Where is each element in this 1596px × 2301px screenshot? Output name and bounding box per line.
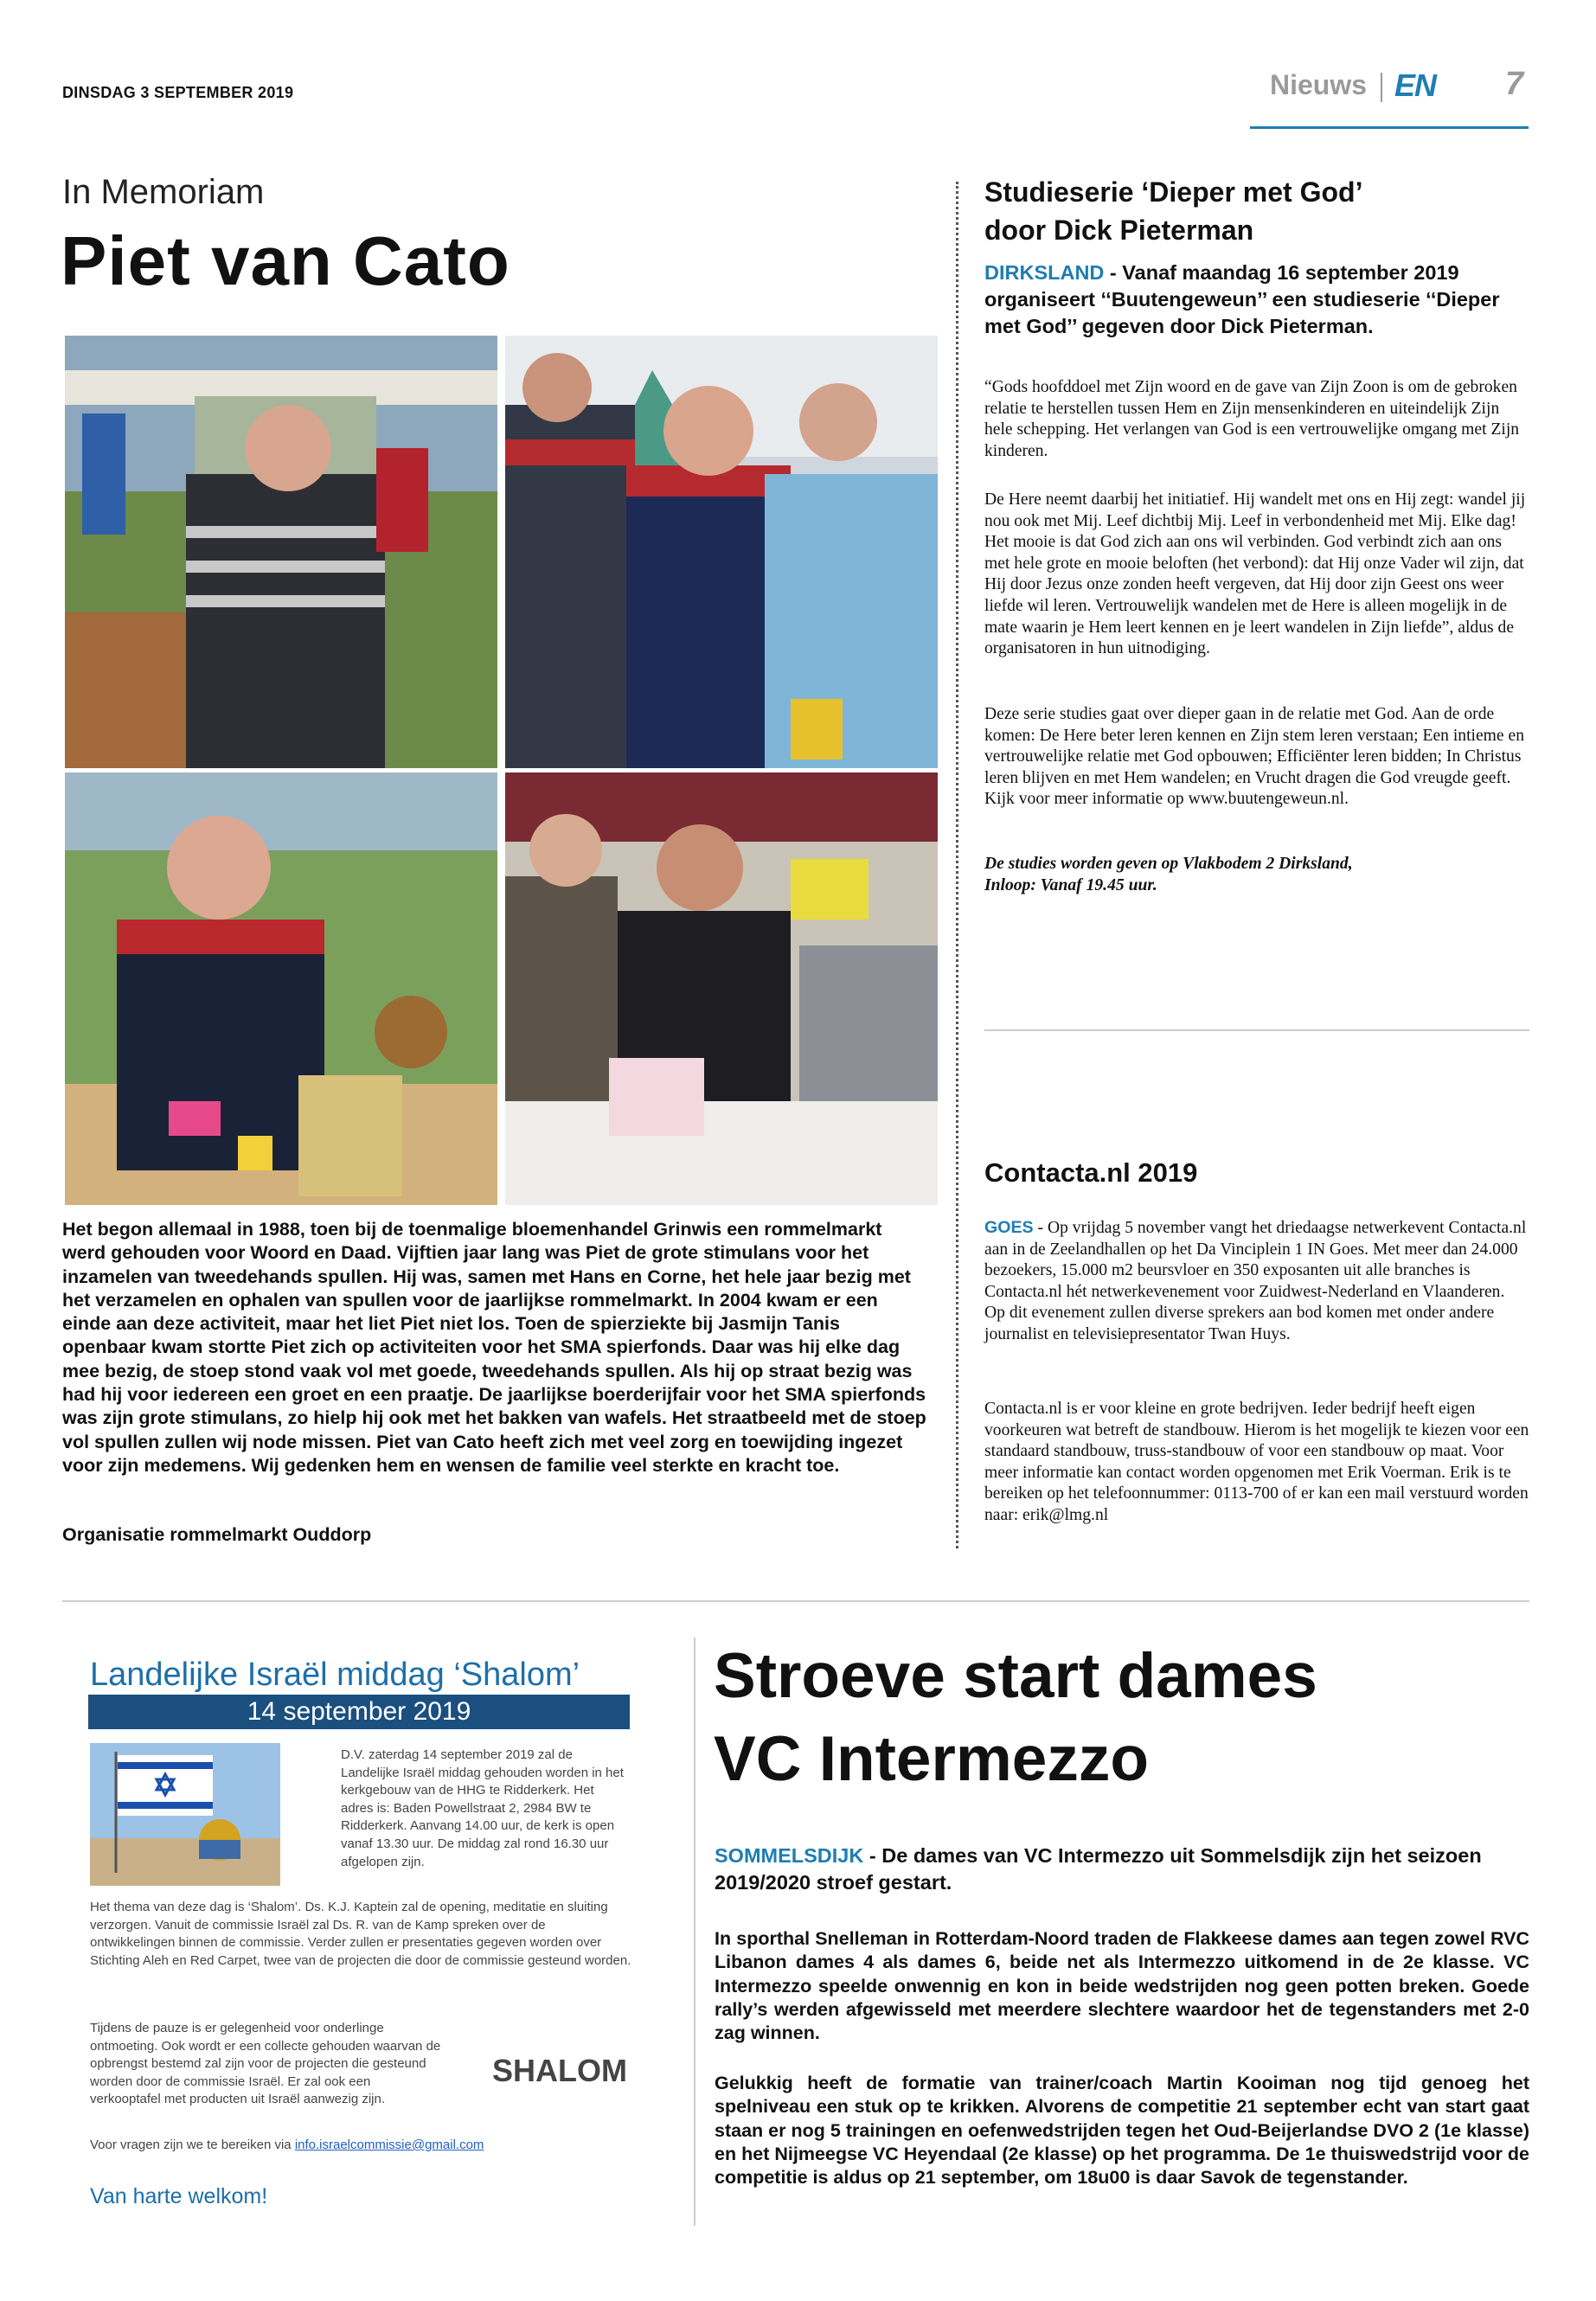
bottom-column-rule — [694, 1638, 695, 2226]
contacta-p1-text: - Op vrijdag 5 november vangt het driedaagse netwerkevent Contacta.nl aan in de Zeelandhallen op het Da Vinciplein 1 IN Goes. Met meer dan 24.000 bezoekers, 15.000 m2 beursvloer en 350 exposanten uit alle branches is Contacta.nl hét netwerkevenement voor Zuidwest-Nederland en Vlaanderen. Op dit evenement zullen diverse sprekers aan bod komen met onder andere journalist en televisiepresentator Twan Huys. — [984, 1219, 1527, 1343]
contacta-title: Contacta.nl 2019 — [984, 1157, 1198, 1188]
flyer-paragraph-1: D.V. zaterdag 14 september 2019 zal de Landelijke Israël middag gehouden worden in het kerkgebouw van de HHG te Ridderkerk. Het adres is: Baden Powellstraat 2, 2984 BW te Ridderkerk. Aanvang 14.00 uur, de kerk is open vanaf 13.30 uur. De middag zal rond 16.30 uur afgelopen zijn. — [341, 1747, 624, 1869]
photo-man-in-red-collar-jacket — [65, 772, 497, 1205]
studie-title-line2: door Dick Pieterman — [984, 215, 1254, 246]
flyer-paragraph-2: Het thema van deze dag is ‘Shalom’. Ds. K.J. Kaptein zal de opening, meditatie en sluiting verzorgen. Vanuit de commissie Israël zal Ds. R. van de Kamp spreken over de ontwikkelingen binnen de commissie. Verder zullen er presentaties gegeven worden over Stichting Aleh en Red Carpet, twee van de projecten die door de commissie gesteund worden. — [90, 1900, 631, 1969]
studie-note — [984, 854, 1529, 896]
flyer-date: 14 september 2019 — [88, 1695, 630, 1729]
column-divider — [956, 182, 958, 1548]
shalom-logo — [490, 2031, 629, 2109]
flyer-paragraph-3: Tijdens de pauze is er gelegenheid voor onderlinge ontmoeting. Ook wordt er een collecte gehouden waarvan de opbrengst bestemd zal zijn voor de projecten die gesteund worden door de commissie Israël. Er zal ook een verkooptafel met producten uit Israël aanwezig zijn. — [90, 2021, 441, 2107]
volleyball-title — [714, 1635, 1527, 1801]
volleyball-lead-text: - De dames van VC Intermezzo uit Sommelsdijk zijn het seizoen 2019/2020 stroef gestart. — [715, 1844, 1482, 1894]
studie-title-line1: Studieserie ‘Dieper met God’ — [984, 176, 1363, 208]
flyer-contact-prefix: Voor vragen zijn we te bereiken via — [90, 2138, 295, 2152]
page-divider — [62, 1600, 1529, 1602]
contacta-place: GOES — [984, 1218, 1034, 1237]
memoriam-body: Het begon allemaal in 1988, toen bij de toenmalige bloemenhandel Grinwis een rommelmarkt werd gehouden voor Woord en Daad. Vijftien jaar lang was Piet de grote stimulans voor het inzamelen van tweedehands spullen. Hij was, samen met Hans en Corne, het hele jaar bezig met het verzamelen en ophalen van spullen voor de jaarlijkse rommelmarkt. In 2004 kwam er een einde aan deze activiteit, maar het liet Piet niet los. Toen de spierziekte bij Jasmijn Tanis openbaar kwam stortte Piet zich op activiteiten voor het SMA spierfonds. Daar was hij elke dag mee bezig, de stoep stond vaak vol met goede, tweedehands spullen. Als hij op straat bezig was had hij voor iedereen een groet en een praatje. De jaarlijkse boerderijfair voor het SMA spierfonds was zijn grote stimulans, zo hielp hij ook met het bakken van wafels. Het straatbeeld met de stoep vol spullen zullen wij node missen. Piet van Cato heeft zich met veel zorg en toewijding ingezet voor zijn medemens. Wij gedenken hem en wensen de familie veel sterkte en kracht toe. — [62, 1219, 926, 1476]
header-separator — [1381, 73, 1382, 102]
photo-men-counting-coins — [505, 336, 938, 768]
photo-crowd-at-sales-table — [505, 772, 938, 1205]
contacta-paragraph-2: Contacta.nl is er voor kleine en grote bedrijven. Ieder bedrijf heeft eigen voorkeuren wat betreft de standbouw. Hierom is het mogelijk te kiezen voor een standaard standbouw, truss-standbouw of voor een standbouw op maat. Voor meer informatie kan contact worden opgenomen met Erik Voerman. Erik is te bereiken op het telefoonnummer: 0113-700 of er kan een mail verstuurd worden naar: erik@lmg.nl — [984, 1400, 1529, 1524]
section-rule — [984, 1029, 1529, 1031]
volleyball-paragraph-1: In sporthal Snelleman in Rotterdam-Noord traden de Flakkeese dames aan tegen zowel RVC Libanon dames 4 als dames 6, beide net als Intermezzo uitkomend in de 2e klasse. VC Intermezzo speelde onwennig en kon in beide wedstrijden nog geen potten breken. Goede rally’s werden afgewisseld met meerdere slechtere waardoor het de tegenstanders met 2-0 zag winnen. — [715, 1928, 1529, 2044]
studie-title — [984, 173, 1529, 249]
memoriam-signature: Organisatie rommelmarkt Ouddorp — [62, 1524, 372, 1545]
volleyball-place: SOMMELSDIJK — [715, 1844, 864, 1867]
studie-place: DIRKSLAND — [984, 261, 1105, 284]
volleyball-title-line1: Stroeve start dames — [714, 1641, 1317, 1711]
shalom-logo-text: SHALOM — [492, 2053, 627, 2088]
studie-paragraph-1: “Gods hoofddoel met Zijn woord en de gave van Zijn Zoon is om de gebroken relatie te herstellen tussen Hem en Zijn mensenkinderen en uiteindelijk Zijn hele schepping. Het verlangen van God is een vertrouwelijke omgang met Zijn kinderen. — [984, 378, 1520, 460]
israel-middag-flyer — [62, 1638, 651, 2226]
contacta-paragraph-1 — [984, 1217, 1529, 1346]
studie-lead — [984, 260, 1529, 340]
studie-paragraph-3: Deze serie studies gaat over dieper gaan in de relatie met God. Aan de orde komen: De Here beter leren kennen en Zijn stem leren verstaan; Een intieme en vertrouwelijke relatie met God opbouwen; Efficiënter leren bidden; In Christus leren blijven en met Hem wandelen; en Vrucht dragen die God vreugde geeft. Kijk voor meer informatie op www.buutengeweun.nl. — [984, 705, 1525, 809]
jerusalem-flag-image — [90, 1743, 280, 1886]
volleyball-lead — [715, 1843, 1528, 1896]
newspaper-logo: EN — [1394, 67, 1437, 103]
volleyball-paragraph-2: Gelukkig heeft de formatie van trainer/coach Martin Kooiman nog tijd genoeg het spelniveau een stuk op te krikken. Alvorens de competitie 21 september echt van start gaat staan er nog 5 trainingen en oefenwedstrijden tegen het Oud-Beijerlandse DVO 2 (1e klasse) en het Nijmeegse VC Heyendaal (2e klasse) op het programma. De 1e thuiswedstrijd voor de competitie is aldus op 21 september, om 18u00 is daar Savok de tegenstander. — [715, 2073, 1529, 2189]
studie-note-line2: Inloop: Vanaf 19.45 uur. — [984, 875, 1157, 894]
photo-man-at-market-stall — [65, 336, 497, 768]
memoriam-kicker: In Memoriam — [62, 173, 265, 211]
flyer-email-link[interactable]: info.israelcommissie@gmail.com — [294, 2138, 484, 2152]
header-rule — [1250, 126, 1529, 129]
flyer-title: Landelijke Israël middag ‘Shalom’ — [90, 1657, 580, 1693]
studie-lead-text: - Vanaf maandag 16 september 2019 organiseert ‘‘Buutengeweun’’ een studieserie ‘‘Dieper met God’’ gegeven door Dick Pieterman. — [984, 261, 1500, 337]
header-date: DINSDAG 3 SEPTEMBER 2019 — [62, 84, 294, 101]
volleyball-title-line2: VC Intermezzo — [714, 1724, 1149, 1794]
section-label: Nieuws — [1270, 69, 1368, 100]
studie-note-line1: De studies worden geven op Vlakbodem 2 Dirksland, — [984, 855, 1353, 873]
memoriam-title: Piet van Cato — [61, 222, 510, 299]
flyer-contact — [90, 2138, 633, 2152]
flyer-welcome: Van harte welkom! — [90, 2184, 268, 2208]
page-number: 7 — [1505, 66, 1524, 102]
studie-paragraph-2: De Here neemt daarbij het initiatief. Hij wandelt met ons en Hij zegt: wandel jij nou ook met Mij. Leef dichtbij Mij. Leef in verbondenheid met Mij. Elke dag! Het mooie is dat God zich aan ons wil verbinden. God verbindt zich aan ons met hele grote en mooie beloften (het verbond): dat Hij onze Vader wil zijn, dat Hij door Jezus onze zonden heeft vergeven, dat Hij door zijn Geest ons weer liefde wil leren. Vertrouwelijk wandelen met de Here is alleen mogelijk in de mate waarin je Hem leert kennen en je leert wandelen in Zijn liefde”, aldus de organisatoren in hun uitnodiging. — [984, 490, 1526, 658]
